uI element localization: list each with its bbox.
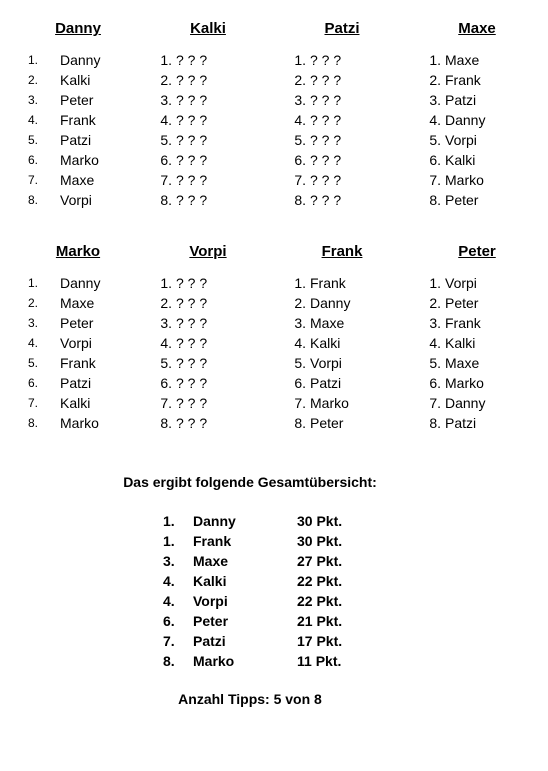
rank-number: 7. [160, 395, 172, 411]
rank-number: 5. [294, 132, 306, 148]
entry-name: Maxe [60, 295, 95, 311]
entry-name: ? ? ? [176, 132, 208, 148]
rank-number: 8. [27, 416, 38, 430]
list-item [417, 273, 537, 293]
entry-name: Danny [445, 395, 486, 411]
standings-player: Marko [193, 653, 235, 669]
standings-points: 30 Pkt. [297, 513, 343, 529]
entry-name: ? ? ? [176, 112, 208, 128]
rank-number: 6. [294, 152, 306, 168]
standings-row [0, 631, 548, 651]
list-item [282, 110, 402, 130]
ranking-list [148, 50, 268, 210]
entry-name: Danny [60, 52, 101, 68]
entry-name: Vorpi [445, 275, 477, 291]
column-title: Frank [321, 243, 363, 260]
list-item [417, 373, 537, 393]
standings-row [0, 511, 548, 531]
entry-name: Maxe [60, 172, 95, 188]
entry-name: ? ? ? [176, 92, 208, 108]
column-title: Vorpi [189, 243, 227, 260]
list-item [148, 333, 268, 353]
ranking-list [417, 273, 537, 433]
entry-name: ? ? ? [176, 192, 208, 208]
rank-number: 6. [294, 375, 306, 391]
list-item [282, 353, 402, 373]
list-item [18, 150, 138, 170]
standings-points: 22 Pkt. [297, 593, 343, 609]
rank-number: 6. [429, 152, 441, 168]
rank-number: 7. [429, 172, 441, 188]
list-item [18, 373, 138, 393]
entry-name: Danny [445, 112, 486, 128]
entry-name: Frank [60, 355, 96, 371]
rank-number: 8. [160, 192, 172, 208]
entry-name: Frank [310, 275, 346, 291]
list-item [282, 333, 402, 353]
rank-number: 1. [429, 52, 441, 68]
list-item [148, 293, 268, 313]
standings-player: Peter [193, 613, 229, 629]
entry-name: Marko [60, 152, 99, 168]
ranking-list [282, 273, 402, 433]
standings-row [0, 551, 548, 571]
entry-name: Peter [445, 192, 479, 208]
entry-name: Kalki [445, 335, 476, 351]
list-item [417, 110, 537, 130]
rank-number: 5. [160, 132, 172, 148]
entry-name: ? ? ? [176, 335, 208, 351]
entry-name: Vorpi [60, 335, 92, 351]
standings-rank: 8. [163, 653, 175, 669]
column-title: Kalki [190, 20, 226, 37]
list-item [18, 413, 138, 433]
rank-number: 8. [429, 415, 441, 431]
list-item [18, 333, 138, 353]
entry-name: ? ? ? [310, 132, 342, 148]
column-title: Marko [55, 243, 101, 260]
rank-number: 6. [27, 376, 38, 390]
rank-number: 3. [27, 93, 38, 107]
entry-name: ? ? ? [176, 52, 208, 68]
standings-rank: 4. [163, 593, 175, 609]
entry-name: ? ? ? [176, 275, 208, 291]
list-item [18, 110, 138, 130]
summary-heading: Das ergibt folgende Gesamtübersicht: [123, 474, 377, 490]
standings-player: Vorpi [193, 593, 228, 609]
entry-name: Vorpi [60, 192, 92, 208]
rank-number: 2. [160, 295, 172, 311]
entry-name: Vorpi [310, 355, 342, 371]
rank-number: 5. [429, 355, 441, 371]
entry-name: Frank [60, 112, 96, 128]
rank-number: 5. [27, 133, 38, 147]
list-item [18, 190, 138, 210]
standings-rank: 1. [163, 533, 175, 549]
list-item [18, 70, 138, 90]
standings-rank: 7. [163, 633, 175, 649]
list-item [282, 150, 402, 170]
entry-name: Kalki [445, 152, 476, 168]
list-item [18, 90, 138, 110]
rank-number: 2. [27, 296, 38, 310]
rank-number: 1. [160, 275, 172, 291]
standings-points: 22 Pkt. [297, 573, 343, 589]
entry-name: ? ? ? [176, 72, 208, 88]
rank-number: 2. [429, 295, 441, 311]
list-item [417, 413, 537, 433]
rank-number: 4. [294, 112, 306, 128]
standings-player: Maxe [193, 553, 229, 569]
entry-name: ? ? ? [310, 72, 342, 88]
rank-number: 5. [294, 355, 306, 371]
entry-name: Kalki [310, 335, 341, 351]
list-item [417, 150, 537, 170]
rank-number: 7. [27, 173, 38, 187]
list-item [18, 293, 138, 313]
entry-name: ? ? ? [176, 172, 208, 188]
rank-number: 7. [429, 395, 441, 411]
list-item [18, 393, 138, 413]
column-title: Maxe [458, 20, 496, 37]
list-item [282, 393, 402, 413]
entry-name: Kalki [60, 72, 91, 88]
list-item [282, 170, 402, 190]
rank-number: 1. [294, 52, 306, 68]
entry-name: ? ? ? [176, 415, 208, 431]
list-item [282, 373, 402, 393]
entry-name: ? ? ? [310, 152, 342, 168]
ranking-list [18, 50, 138, 210]
ranking-list [282, 50, 402, 210]
entry-name: ? ? ? [176, 295, 208, 311]
entry-name: Peter [310, 415, 344, 431]
list-item [417, 70, 537, 90]
standings-row [0, 611, 548, 631]
ranking-list [18, 273, 138, 433]
rank-number: 1. [160, 52, 172, 68]
entry-name: Peter [60, 315, 94, 331]
list-item [282, 90, 402, 110]
standings-rank: 1. [163, 513, 175, 529]
rank-number: 5. [160, 355, 172, 371]
rank-number: 3. [27, 316, 38, 330]
standings-row [0, 591, 548, 611]
rank-number: 2. [429, 72, 441, 88]
entry-name: Frank [445, 72, 481, 88]
list-item [417, 50, 537, 70]
entry-name: Peter [60, 92, 94, 108]
list-item [148, 170, 268, 190]
standings-player: Frank [193, 533, 232, 549]
list-item [148, 190, 268, 210]
entry-name: Patzi [60, 132, 92, 148]
list-item [148, 413, 268, 433]
ranking-list [417, 50, 537, 210]
list-item [148, 130, 268, 150]
list-item [282, 273, 402, 293]
entry-name: ? ? ? [176, 152, 208, 168]
rank-number: 6. [27, 153, 38, 167]
entry-name: ? ? ? [310, 172, 342, 188]
entry-name: Patzi [310, 375, 342, 391]
rank-number: 2. [294, 72, 306, 88]
standings-list [0, 511, 548, 671]
column-title: Patzi [324, 20, 360, 37]
rank-number: 1. [27, 53, 38, 67]
list-item [417, 353, 537, 373]
list-item [148, 110, 268, 130]
list-item [417, 190, 537, 210]
list-item [417, 333, 537, 353]
standings-points: 21 Pkt. [297, 613, 343, 629]
entry-name: Marko [310, 395, 349, 411]
list-item [282, 130, 402, 150]
standings-rank: 4. [163, 573, 175, 589]
entry-name: Patzi [445, 92, 477, 108]
rank-number: 3. [160, 315, 172, 331]
rank-number: 3. [294, 315, 306, 331]
rank-number: 8. [294, 192, 306, 208]
column-title: Peter [458, 243, 496, 260]
entry-name: Marko [60, 415, 99, 431]
rank-number: 6. [429, 375, 441, 391]
rank-number: 3. [429, 92, 441, 108]
entry-name: ? ? ? [176, 315, 208, 331]
standings-row [0, 571, 548, 591]
list-item [18, 170, 138, 190]
entry-name: Kalki [60, 395, 91, 411]
entry-name: Danny [310, 295, 351, 311]
list-item [148, 393, 268, 413]
standings-player: Kalki [193, 573, 227, 589]
list-item [417, 170, 537, 190]
standings-rank: 6. [163, 613, 175, 629]
standings-player: Patzi [193, 633, 226, 649]
entry-name: Danny [60, 275, 101, 291]
rank-number: 4. [294, 335, 306, 351]
list-item [282, 413, 402, 433]
rank-number: 4. [429, 112, 441, 128]
rank-number: 1. [294, 275, 306, 291]
rank-number: 2. [27, 73, 38, 87]
rank-number: 8. [429, 192, 441, 208]
list-item [417, 393, 537, 413]
rank-number: 4. [27, 113, 38, 127]
rank-number: 6. [160, 152, 172, 168]
list-item [148, 373, 268, 393]
entry-name: ? ? ? [310, 192, 342, 208]
entry-name: Marko [445, 375, 484, 391]
entry-name: ? ? ? [176, 375, 208, 391]
entry-name: ? ? ? [310, 92, 342, 108]
list-item [282, 190, 402, 210]
rank-number: 7. [294, 172, 306, 188]
rank-number: 5. [27, 356, 38, 370]
rank-number: 5. [429, 132, 441, 148]
entry-name: Peter [445, 295, 479, 311]
rank-number: 7. [160, 172, 172, 188]
entry-name: Patzi [445, 415, 477, 431]
entry-name: Maxe [445, 355, 480, 371]
rank-number: 1. [27, 276, 38, 290]
list-item [417, 130, 537, 150]
column-title: Danny [55, 20, 101, 37]
list-item [417, 313, 537, 333]
standings-points: 27 Pkt. [297, 553, 343, 569]
standings-player: Danny [193, 513, 236, 529]
standings-rank: 3. [163, 553, 175, 569]
entry-name: Vorpi [445, 132, 477, 148]
ranking-list [148, 273, 268, 433]
entry-name: ? ? ? [310, 52, 342, 68]
list-item [18, 273, 138, 293]
standings-row [0, 651, 548, 671]
list-item [282, 293, 402, 313]
list-item [282, 50, 402, 70]
list-item [148, 313, 268, 333]
rank-number: 4. [27, 336, 38, 350]
list-item [148, 273, 268, 293]
list-item [148, 70, 268, 90]
rank-number: 7. [27, 396, 38, 410]
rank-number: 3. [429, 315, 441, 331]
entry-name: Patzi [60, 375, 92, 391]
entry-name: Maxe [310, 315, 345, 331]
rank-number: 3. [294, 92, 306, 108]
rank-number: 2. [160, 72, 172, 88]
standings-points: 30 Pkt. [297, 533, 343, 549]
rank-number: 6. [160, 375, 172, 391]
standings-points: 11 Pkt. [297, 653, 342, 669]
rank-number: 4. [429, 335, 441, 351]
rank-number: 4. [160, 335, 172, 351]
rank-number: 8. [294, 415, 306, 431]
entry-name: Frank [445, 315, 481, 331]
list-item [148, 150, 268, 170]
list-item [417, 90, 537, 110]
list-item [18, 130, 138, 150]
rank-number: 8. [160, 415, 172, 431]
entry-name: Maxe [445, 52, 480, 68]
list-item [148, 50, 268, 70]
tips-count: Anzahl Tipps: 5 von 8 [178, 691, 322, 707]
entry-name: ? ? ? [176, 355, 208, 371]
rank-number: 3. [160, 92, 172, 108]
rank-number: 7. [294, 395, 306, 411]
standings-row [0, 531, 548, 551]
entry-name: ? ? ? [176, 395, 208, 411]
entry-name: Marko [445, 172, 484, 188]
tips-block-1 [0, 20, 548, 220]
list-item [148, 90, 268, 110]
list-item [148, 353, 268, 373]
rank-number: 1. [429, 275, 441, 291]
tips-block-2 [0, 243, 548, 443]
rank-number: 8. [27, 193, 38, 207]
list-item [18, 353, 138, 373]
list-item [18, 313, 138, 333]
list-item [417, 293, 537, 313]
rank-number: 4. [160, 112, 172, 128]
entry-name: ? ? ? [310, 112, 342, 128]
rank-number: 2. [294, 295, 306, 311]
list-item [282, 70, 402, 90]
list-item [282, 313, 402, 333]
standings-points: 17 Pkt. [297, 633, 343, 649]
list-item [18, 50, 138, 70]
